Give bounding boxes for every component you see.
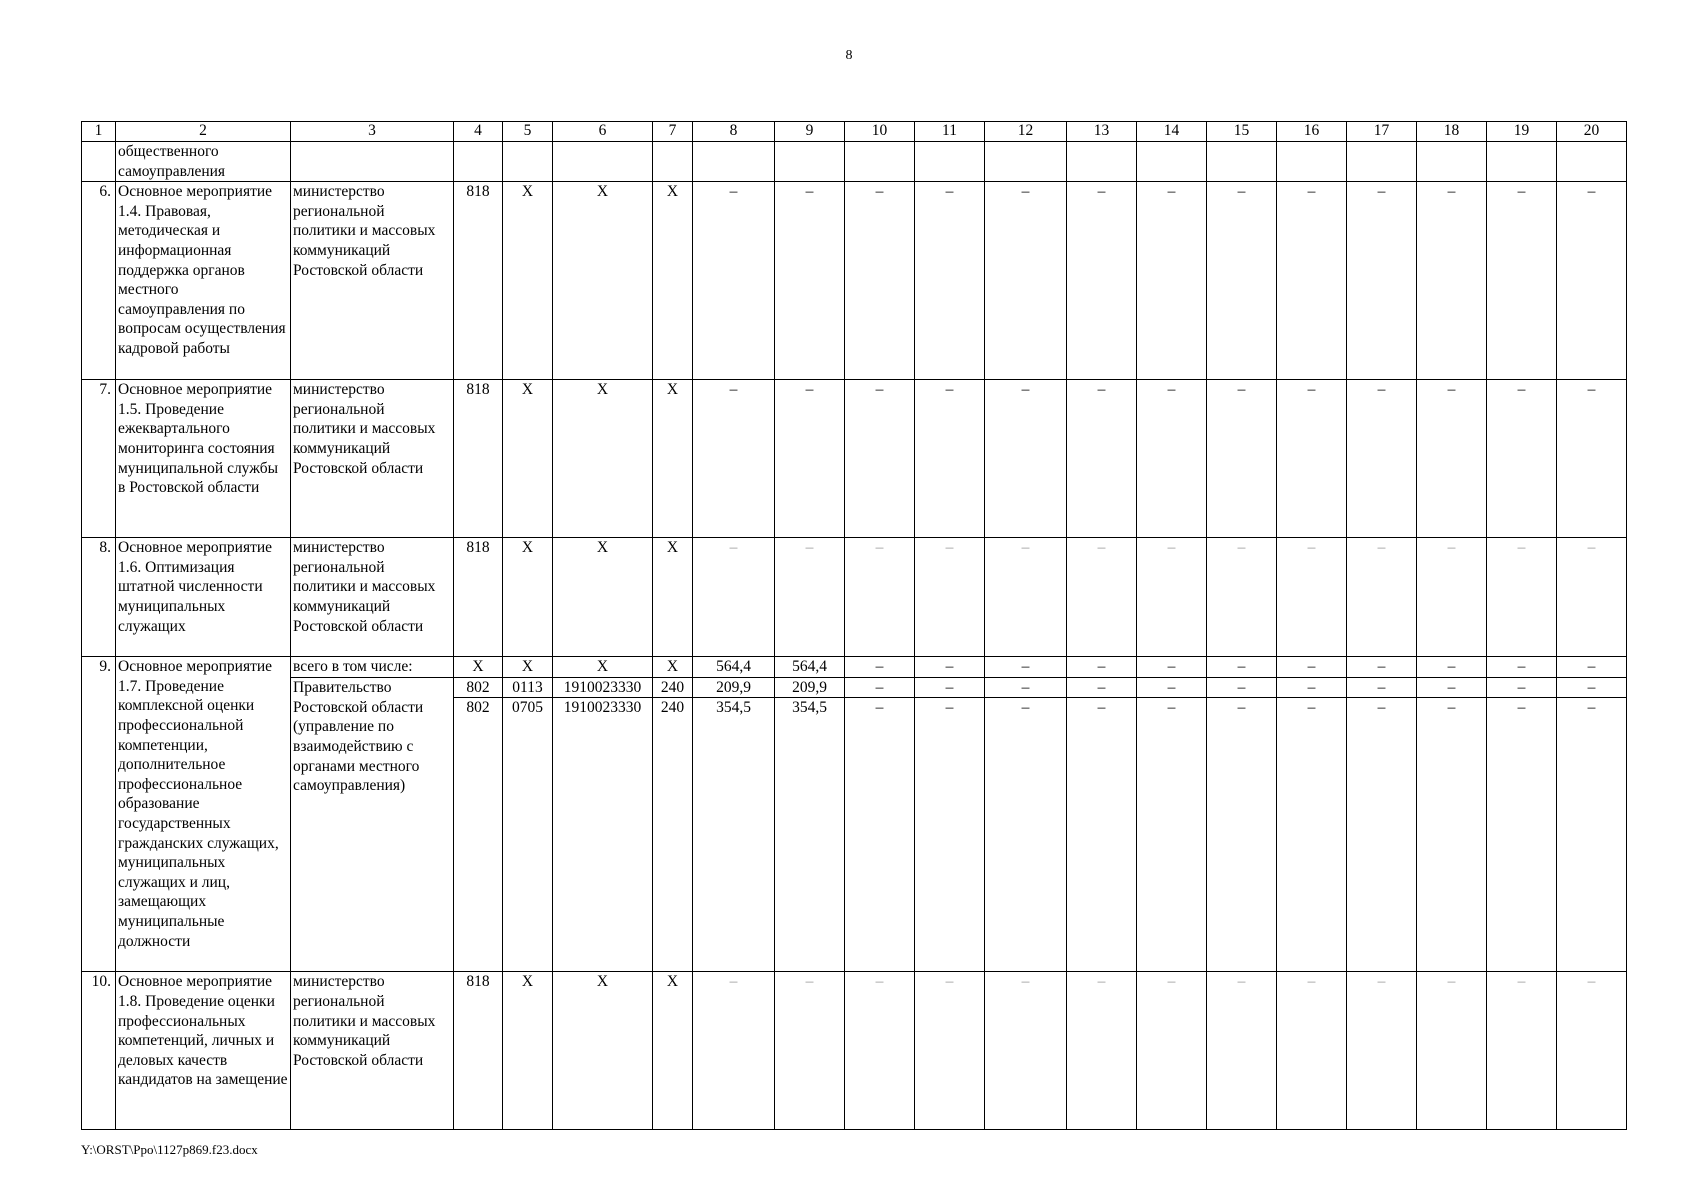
row-number: 9.: [82, 657, 116, 972]
value-cell: –: [693, 380, 775, 538]
value-cell: –: [985, 657, 1067, 678]
csr-code: Х: [553, 657, 653, 678]
grbs-code: [454, 142, 503, 182]
value-cell: –: [1207, 380, 1277, 538]
value-cell: –: [1487, 182, 1557, 380]
row-number: 10.: [82, 972, 116, 1130]
value-cell: –: [775, 380, 845, 538]
value-cell: –: [1137, 657, 1207, 678]
value-cell: –: [1557, 972, 1627, 1130]
value-cell: [1067, 142, 1137, 182]
value-cell: [1207, 142, 1277, 182]
value-cell: [845, 142, 915, 182]
value-cell: 354,5: [775, 698, 845, 972]
value-cell: –: [1417, 380, 1487, 538]
value-cell: –: [1277, 677, 1347, 698]
col-header: 3: [291, 122, 454, 142]
col-header: 20: [1557, 122, 1627, 142]
csr-code: Х: [553, 972, 653, 1130]
value-cell: –: [1067, 182, 1137, 380]
value-cell: –: [1277, 972, 1347, 1130]
vr-code: Х: [653, 657, 693, 678]
col-header: 18: [1417, 122, 1487, 142]
value-cell: –: [845, 677, 915, 698]
table-row: [82, 677, 1627, 698]
value-cell: [915, 142, 985, 182]
value-cell: –: [1277, 698, 1347, 972]
vr-code: 240: [653, 698, 693, 972]
value-cell: –: [845, 657, 915, 678]
grbs-code: Х: [454, 657, 503, 678]
value-cell: –: [1487, 538, 1557, 657]
grbs-code: 818: [454, 972, 503, 1130]
csr-code: Х: [553, 538, 653, 657]
value-cell: –: [1347, 677, 1417, 698]
vr-code: Х: [653, 380, 693, 538]
value-cell: 564,4: [775, 657, 845, 678]
value-cell: –: [1557, 677, 1627, 698]
rzpr-code: Х: [503, 538, 553, 657]
value-cell: –: [1277, 380, 1347, 538]
value-cell: –: [1207, 538, 1277, 657]
value-cell: –: [985, 380, 1067, 538]
executor: министерство региональной политики и массовых коммуникаций Ростовской области: [291, 972, 454, 1130]
value-cell: –: [915, 182, 985, 380]
value-cell: –: [915, 538, 985, 657]
col-header: 19: [1487, 122, 1557, 142]
col-header: 5: [503, 122, 553, 142]
vr-code: Х: [653, 182, 693, 380]
budget-table: [81, 121, 1627, 1130]
value-cell: –: [1067, 677, 1137, 698]
rzpr-code: 0113: [503, 677, 553, 698]
rzpr-code: Х: [503, 380, 553, 538]
value-cell: –: [1417, 657, 1487, 678]
value-cell: –: [845, 182, 915, 380]
value-cell: –: [1067, 698, 1137, 972]
col-header: 14: [1137, 122, 1207, 142]
table-row: [82, 380, 1627, 538]
table-row: [82, 142, 1627, 182]
executor: Правительство: [291, 677, 454, 698]
col-header: 7: [653, 122, 693, 142]
value-cell: 354,5: [693, 698, 775, 972]
rzpr-code: Х: [503, 972, 553, 1130]
value-cell: 209,9: [775, 677, 845, 698]
value-cell: [1277, 142, 1347, 182]
value-cell: –: [915, 698, 985, 972]
value-cell: –: [1277, 538, 1347, 657]
vr-code: Х: [653, 538, 693, 657]
table-row: [82, 657, 1627, 678]
value-cell: –: [845, 380, 915, 538]
col-header: 8: [693, 122, 775, 142]
value-cell: [1557, 142, 1627, 182]
value-cell: –: [1487, 698, 1557, 972]
activity-name: Основное мероприятие 1.7. Проведение комплексной оценки профессиональной компетенции, дополнительное профессиональное образование государственных гражданских служащих, муниципальных служащих и лиц, замещающих муниципальные должности: [116, 657, 291, 972]
value-cell: –: [1207, 657, 1277, 678]
value-cell: –: [1347, 538, 1417, 657]
value-cell: 564,4: [693, 657, 775, 678]
value-cell: –: [1137, 182, 1207, 380]
value-cell: –: [985, 538, 1067, 657]
value-cell: –: [1207, 677, 1277, 698]
value-cell: 209,9: [693, 677, 775, 698]
col-header: 11: [915, 122, 985, 142]
rzpr-code: Х: [503, 657, 553, 678]
value-cell: –: [915, 380, 985, 538]
value-cell: –: [985, 698, 1067, 972]
value-cell: –: [845, 538, 915, 657]
table-row: [82, 538, 1627, 657]
value-cell: –: [693, 182, 775, 380]
rzpr-code: 0705: [503, 698, 553, 972]
csr-code: [553, 142, 653, 182]
table-row: [82, 182, 1627, 380]
col-header: 16: [1277, 122, 1347, 142]
value-cell: –: [1277, 657, 1347, 678]
value-cell: –: [1347, 182, 1417, 380]
col-header: 12: [985, 122, 1067, 142]
value-cell: –: [1417, 538, 1487, 657]
value-cell: [1487, 142, 1557, 182]
value-cell: –: [775, 972, 845, 1130]
csr-code: 1910023330: [553, 698, 653, 972]
value-cell: –: [1347, 657, 1417, 678]
value-cell: –: [915, 657, 985, 678]
table-header: [82, 122, 1627, 142]
value-cell: –: [1067, 657, 1137, 678]
row-number: 7.: [82, 380, 116, 538]
value-cell: [985, 142, 1067, 182]
value-cell: –: [1137, 972, 1207, 1130]
col-header: 15: [1207, 122, 1277, 142]
value-cell: [775, 142, 845, 182]
value-cell: [1137, 142, 1207, 182]
column-number-row: [82, 122, 1627, 142]
value-cell: –: [775, 182, 845, 380]
value-cell: [1417, 142, 1487, 182]
col-header: 2: [116, 122, 291, 142]
value-cell: –: [985, 182, 1067, 380]
grbs-code: 818: [454, 538, 503, 657]
value-cell: [1347, 142, 1417, 182]
activity-name: Основное мероприятие 1.5. Проведение ежеквартального мониторинга состояния муниципальной службы в Ростовской области: [116, 380, 291, 538]
value-cell: –: [1137, 698, 1207, 972]
col-header: 17: [1347, 122, 1417, 142]
grbs-code: 802: [454, 698, 503, 972]
value-cell: –: [1347, 972, 1417, 1130]
value-cell: –: [845, 698, 915, 972]
vr-code: Х: [653, 972, 693, 1130]
value-cell: –: [1207, 972, 1277, 1130]
value-cell: –: [1557, 182, 1627, 380]
executor: всего в том числе:: [291, 657, 454, 678]
executor: [291, 142, 454, 182]
table-row: [82, 972, 1627, 1130]
activity-name: Основное мероприятие 1.8. Проведение оценки профессиональных компетенций, личных и деловых качеств кандидатов на замещение: [116, 972, 291, 1130]
value-cell: –: [1557, 380, 1627, 538]
value-cell: –: [1417, 698, 1487, 972]
value-cell: –: [1207, 182, 1277, 380]
value-cell: –: [1067, 972, 1137, 1130]
value-cell: –: [1417, 182, 1487, 380]
value-cell: –: [1347, 380, 1417, 538]
value-cell: [693, 142, 775, 182]
value-cell: –: [775, 538, 845, 657]
executor: министерство региональной политики и массовых коммуникаций Ростовской области: [291, 380, 454, 538]
executor: министерство региональной политики и массовых коммуникаций Ростовской области: [291, 538, 454, 657]
value-cell: –: [1067, 538, 1137, 657]
footer-file-path: Y:\ORST\Ppo\1127p869.f23.docx: [81, 1142, 258, 1157]
col-header: 4: [454, 122, 503, 142]
csr-code: 1910023330: [553, 677, 653, 698]
value-cell: –: [985, 677, 1067, 698]
rzpr-code: [503, 142, 553, 182]
row-number: 6.: [82, 182, 116, 380]
value-cell: –: [1417, 677, 1487, 698]
vr-code: [653, 142, 693, 182]
row-number: 8.: [82, 538, 116, 657]
grbs-code: 818: [454, 182, 503, 380]
value-cell: –: [693, 538, 775, 657]
value-cell: –: [1557, 538, 1627, 657]
value-cell: –: [985, 972, 1067, 1130]
executor: Ростовской области (управление по взаимодействию с органами местного самоуправления): [291, 698, 454, 972]
executor: министерство региональной политики и массовых коммуникаций Ростовской области: [291, 182, 454, 380]
value-cell: –: [915, 972, 985, 1130]
csr-code: Х: [553, 182, 653, 380]
value-cell: –: [1487, 972, 1557, 1130]
grbs-code: 818: [454, 380, 503, 538]
vr-code: 240: [653, 677, 693, 698]
value-cell: –: [1067, 380, 1137, 538]
activity-name: Основное мероприятие 1.4. Правовая, методическая и информационная поддержка органов местного самоуправления по вопросам осуществления кадровой работы: [116, 182, 291, 380]
value-cell: –: [1137, 380, 1207, 538]
col-header: 6: [553, 122, 653, 142]
row-number: [82, 142, 116, 182]
value-cell: –: [915, 677, 985, 698]
value-cell: –: [1557, 657, 1627, 678]
value-cell: –: [1277, 182, 1347, 380]
csr-code: Х: [553, 380, 653, 538]
value-cell: –: [693, 972, 775, 1130]
value-cell: –: [1487, 677, 1557, 698]
rzpr-code: Х: [503, 182, 553, 380]
value-cell: –: [1487, 380, 1557, 538]
value-cell: –: [1557, 698, 1627, 972]
col-header: 9: [775, 122, 845, 142]
activity-name: Основное мероприятие 1.6. Оптимизация штатной численности муниципальных служащих: [116, 538, 291, 657]
col-header: 1: [82, 122, 116, 142]
value-cell: –: [1137, 677, 1207, 698]
activity-name: общественного самоуправления: [116, 142, 291, 182]
value-cell: –: [1417, 972, 1487, 1130]
value-cell: –: [1137, 538, 1207, 657]
col-header: 10: [845, 122, 915, 142]
value-cell: –: [1207, 698, 1277, 972]
value-cell: –: [1347, 698, 1417, 972]
value-cell: –: [1487, 657, 1557, 678]
table-row: [82, 698, 1627, 972]
value-cell: –: [845, 972, 915, 1130]
col-header: 13: [1067, 122, 1137, 142]
grbs-code: 802: [454, 677, 503, 698]
page-number: 8: [845, 48, 853, 63]
